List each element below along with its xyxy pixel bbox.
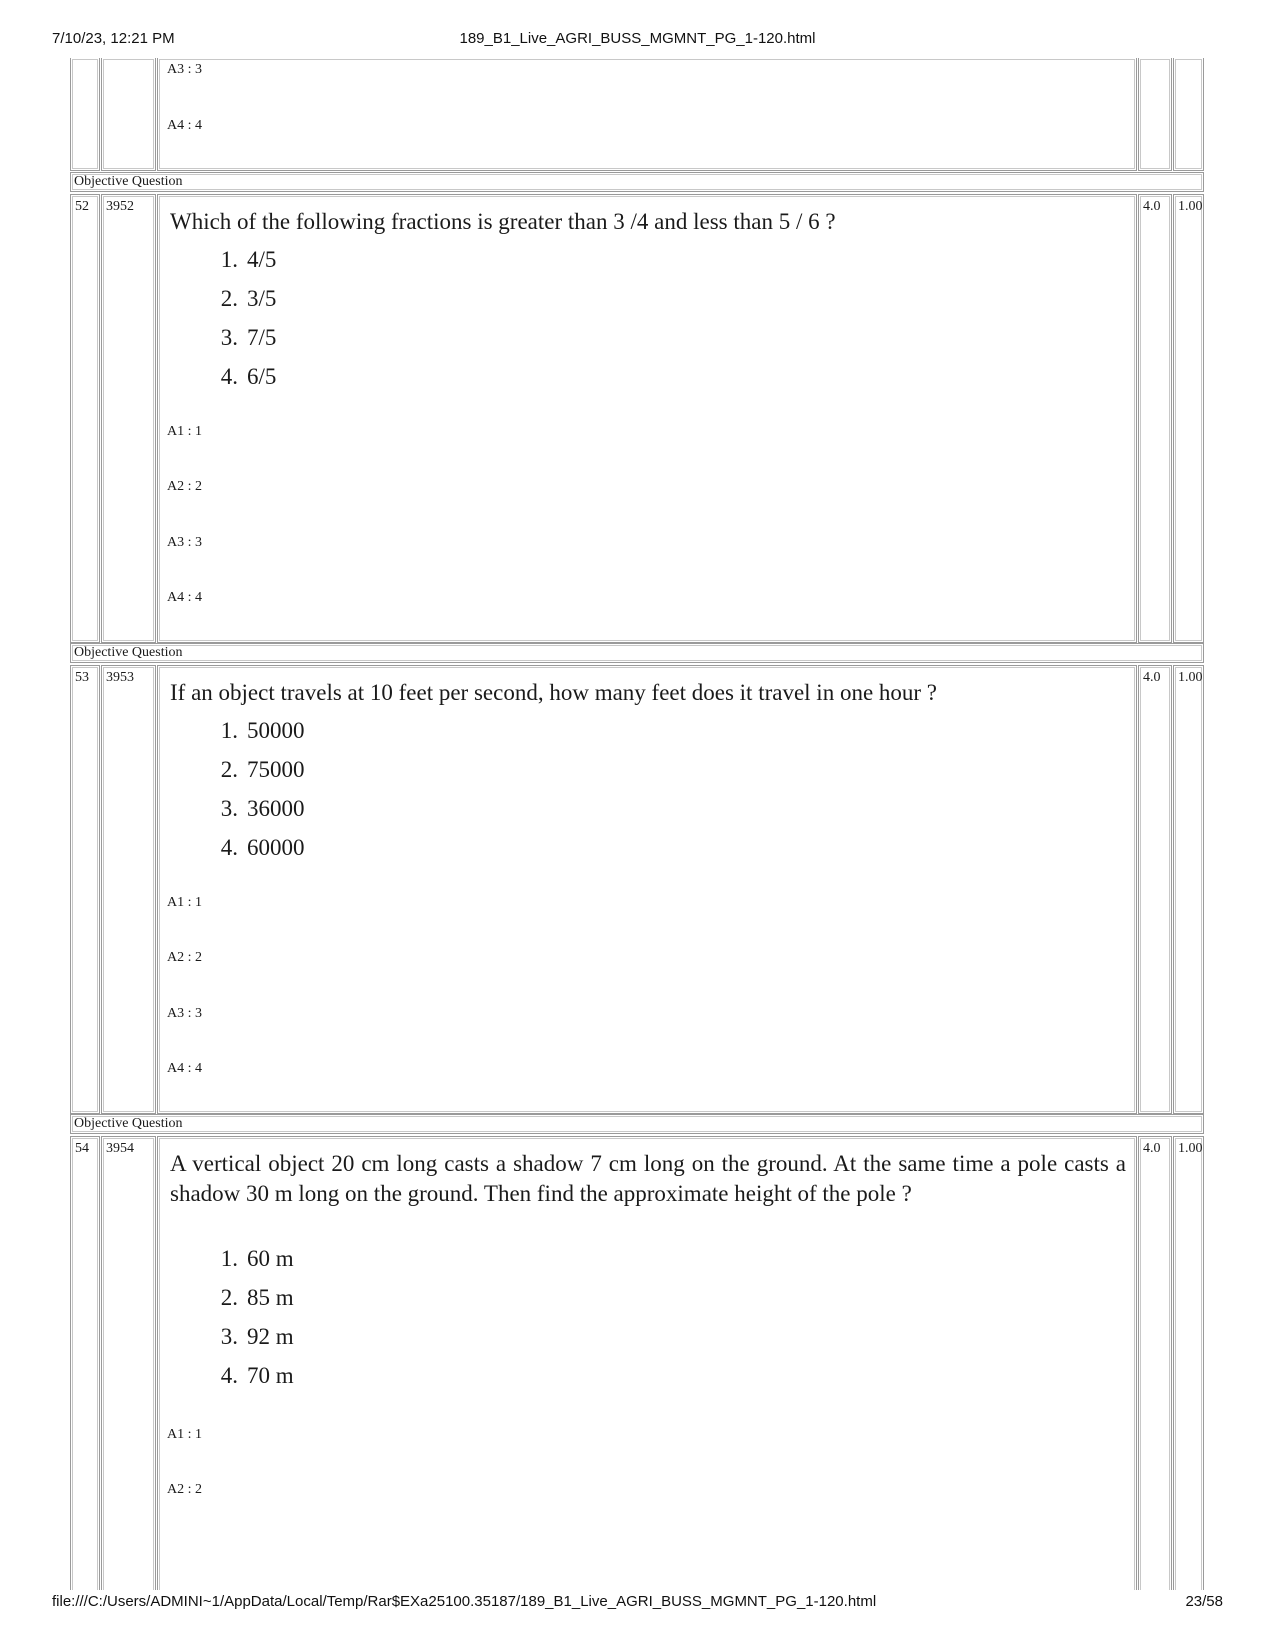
- question-id: 3953: [106, 670, 134, 685]
- serial-number: 52: [75, 199, 89, 214]
- option-item: 2. 75000: [220, 757, 305, 782]
- option-item: 3. 7/5: [220, 325, 277, 350]
- answer-label: A3 : 3: [167, 1006, 202, 1021]
- marks-cell: [1138, 665, 1172, 1114]
- option-item: 1. 4/5: [220, 247, 277, 272]
- question-sheet: [70, 58, 1204, 1590]
- section-label-bar: [70, 643, 1204, 663]
- marks-cell: [1138, 1136, 1172, 1590]
- marks-value: 4.0: [1143, 670, 1161, 685]
- negative-cell: [1173, 665, 1204, 1114]
- question-id: 3952: [106, 199, 134, 214]
- answer-label: A1 : 1: [167, 1427, 202, 1442]
- question-id: 3954: [106, 1141, 134, 1156]
- option-item: 1. 60 m: [220, 1246, 294, 1271]
- options-list: [208, 716, 305, 872]
- negative-marks-value: 1.00: [1178, 670, 1203, 685]
- qid-cell: [101, 194, 156, 643]
- sno-cell: [70, 58, 100, 171]
- answer-label: A1 : 1: [167, 895, 202, 910]
- answer-label: A3 : 3: [167, 535, 202, 550]
- page-number: 23/58: [1185, 1593, 1223, 1610]
- option-item: 2. 3/5: [220, 286, 277, 311]
- serial-number: 53: [75, 670, 89, 685]
- print-title: 189_B1_Live_AGRI_BUSS_MGMNT_PG_1-120.html: [459, 30, 816, 47]
- option-item: 3. 36000: [220, 796, 305, 821]
- marks-value: 4.0: [1143, 199, 1161, 214]
- file-path: file:///C:/Users/ADMINI~1/AppData/Local/Temp/Rar$EXa25100.35187/189_B1_Live_AGRI_BUSS_MGMNT_PG_1-120.html: [52, 1593, 877, 1610]
- print-header: [0, 30, 1275, 52]
- print-footer: [0, 1593, 1275, 1615]
- answer-label: A3 : 3: [167, 62, 202, 77]
- answer-label: A2 : 2: [167, 479, 202, 494]
- negative-marks-value: 1.00: [1178, 199, 1203, 214]
- qid-cell: [101, 58, 156, 171]
- question-text: A vertical object 20 cm long casts a shadow 7 cm long on the ground. At the same time a pole casts a shadow 30 m long on the ground. Then find the approximate height of the pole ?: [170, 1151, 1126, 1206]
- question-cell: [157, 194, 1137, 643]
- options-list: [208, 1244, 294, 1400]
- answer-label: A2 : 2: [167, 950, 202, 965]
- question-text: Which of the following fractions is greater than 3 /4 and less than 5 / 6 ?: [170, 209, 836, 234]
- option-item: 1. 50000: [220, 718, 305, 743]
- marks-cell: [1138, 194, 1172, 643]
- section-label: Objective Question: [74, 1116, 183, 1131]
- answer-label: A2 : 2: [167, 1482, 202, 1497]
- option-item: 4. 60000: [220, 835, 305, 860]
- qid-cell: [101, 665, 156, 1114]
- section-label-bar: [70, 172, 1204, 192]
- option-item: 3. 92 m: [220, 1324, 294, 1349]
- question-text: If an object travels at 10 feet per second, how many feet does it travel in one hour ?: [170, 680, 938, 705]
- sno-cell: [70, 194, 100, 643]
- sno-cell: [70, 1136, 100, 1590]
- marks-cell: [1138, 58, 1172, 171]
- question-cell: [157, 665, 1137, 1114]
- negative-cell: [1173, 1136, 1204, 1590]
- negative-marks-value: 1.00: [1178, 1141, 1203, 1156]
- question-cell: [157, 58, 1137, 171]
- question-cell: [157, 1136, 1137, 1590]
- section-label-bar: [70, 1114, 1204, 1134]
- negative-cell: [1173, 58, 1204, 171]
- answer-label: A4 : 4: [167, 590, 202, 605]
- negative-cell: [1173, 194, 1204, 643]
- sno-cell: [70, 665, 100, 1114]
- option-item: 4. 70 m: [220, 1363, 294, 1388]
- section-label: Objective Question: [74, 645, 183, 660]
- answer-label: A4 : 4: [167, 1061, 202, 1076]
- answer-label: A1 : 1: [167, 424, 202, 439]
- serial-number: 54: [75, 1141, 89, 1156]
- section-label: Objective Question: [74, 174, 183, 189]
- answer-label: A4 : 4: [167, 118, 202, 133]
- qid-cell: [101, 1136, 156, 1590]
- print-datetime: 7/10/23, 12:21 PM: [52, 30, 175, 47]
- option-item: 2. 85 m: [220, 1285, 294, 1310]
- marks-value: 4.0: [1143, 1141, 1161, 1156]
- options-list: [208, 245, 276, 401]
- option-item: 4. 6/5: [220, 364, 277, 389]
